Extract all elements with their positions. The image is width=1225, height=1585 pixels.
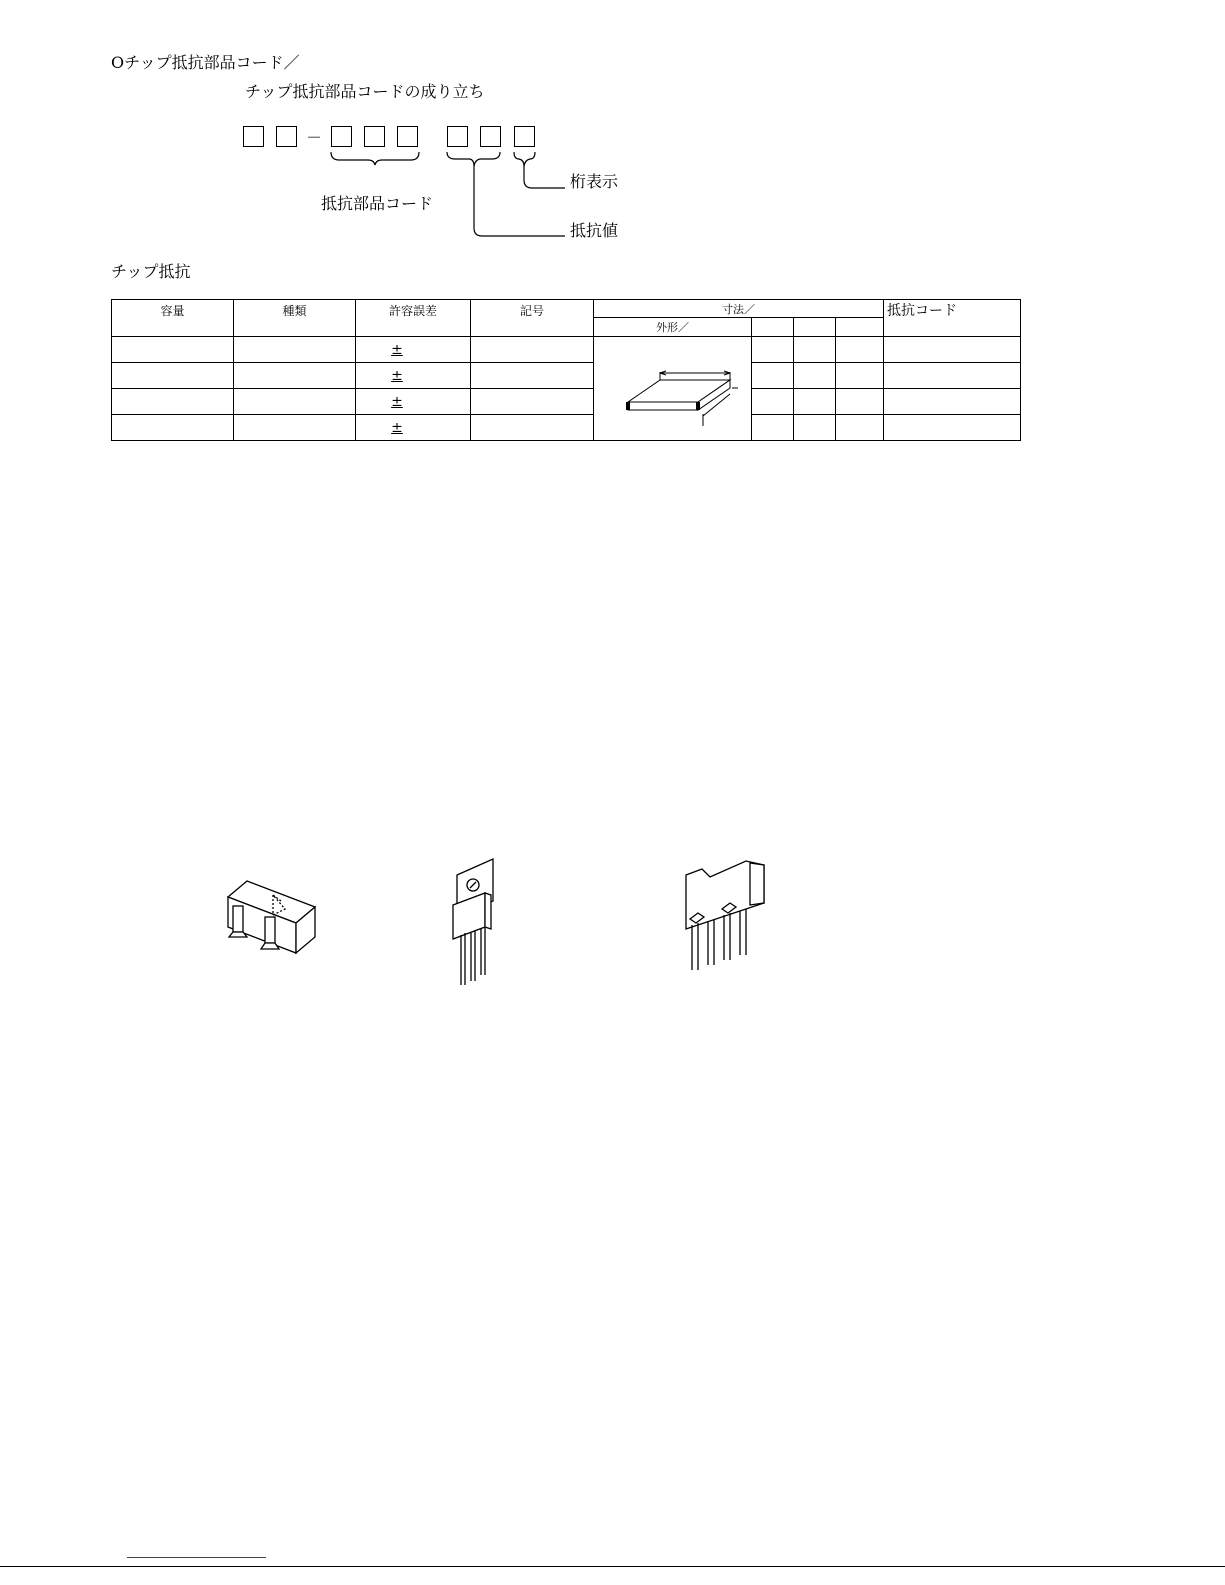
table-row: [112, 337, 1021, 363]
digit-display-label: 桁表示: [570, 172, 619, 191]
table-cell: [471, 389, 594, 415]
footer-divider: [0, 1566, 1225, 1567]
table-row: [112, 415, 1021, 441]
table-cell: [752, 415, 794, 441]
header-dim-cell: [836, 318, 884, 337]
parts-code-label: 抵抗部品コード: [321, 194, 434, 213]
tolerance-cell: ±: [356, 415, 471, 441]
table-cell: [794, 363, 836, 389]
outline-drawing-cell: [594, 337, 752, 441]
header-dim-cell: [752, 318, 794, 337]
table-cell: [752, 389, 794, 415]
sot23-package-icon: [225, 875, 320, 960]
table-cell: [471, 363, 594, 389]
chip-resistor-icon: [608, 342, 738, 432]
table-cell: [836, 363, 884, 389]
to220-package-icon: [445, 855, 500, 990]
table-cell: [234, 415, 356, 441]
table-row: [112, 363, 1021, 389]
tolerance-cell: ±: [356, 363, 471, 389]
header-tolerance: 許容誤差: [356, 300, 471, 337]
code-dash: －: [306, 128, 323, 147]
table-cell: [836, 389, 884, 415]
header-outline: 外形／: [594, 318, 752, 337]
footer-link-underline[interactable]: [127, 1557, 266, 1558]
header-type: 種類: [234, 300, 356, 337]
table-cell: [884, 415, 1021, 441]
table-cell: [752, 363, 794, 389]
table-cell: [471, 415, 594, 441]
table-cell: [234, 337, 356, 363]
header-capacity: 容量: [112, 300, 234, 337]
table-cell: [884, 363, 1021, 389]
table-cell: [112, 363, 234, 389]
table-cell: [112, 389, 234, 415]
tolerance-cell: ±: [356, 389, 471, 415]
table-cell: [836, 337, 884, 363]
section-title: チップ抵抗: [111, 262, 191, 281]
resistance-value-label: 抵抗値: [570, 221, 619, 240]
header-dim-cell: [794, 318, 836, 337]
table-cell: [884, 337, 1021, 363]
table-cell: [234, 363, 356, 389]
table-cell: [884, 389, 1021, 415]
table-cell: [836, 415, 884, 441]
table-cell: [471, 337, 594, 363]
table-cell: [794, 389, 836, 415]
chip-resistor-table: [111, 299, 1021, 441]
tolerance-cell: ±: [356, 337, 471, 363]
table-cell: [112, 415, 234, 441]
table-cell: [112, 337, 234, 363]
table-cell: [794, 337, 836, 363]
sip-package-icon: [680, 855, 770, 980]
header-resistor-code: 抵抗コード: [884, 300, 1021, 337]
code-structure-title: チップ抵抗部品コードの成り立ち: [245, 82, 485, 101]
table-row: [112, 389, 1021, 415]
page-heading: Oチップ抵抗部品コード／: [111, 53, 300, 72]
header-dimensions: 寸法／: [594, 300, 884, 318]
table-cell: [234, 389, 356, 415]
header-symbol: 記号: [471, 300, 594, 337]
table-cell: [794, 415, 836, 441]
table-cell: [752, 337, 794, 363]
